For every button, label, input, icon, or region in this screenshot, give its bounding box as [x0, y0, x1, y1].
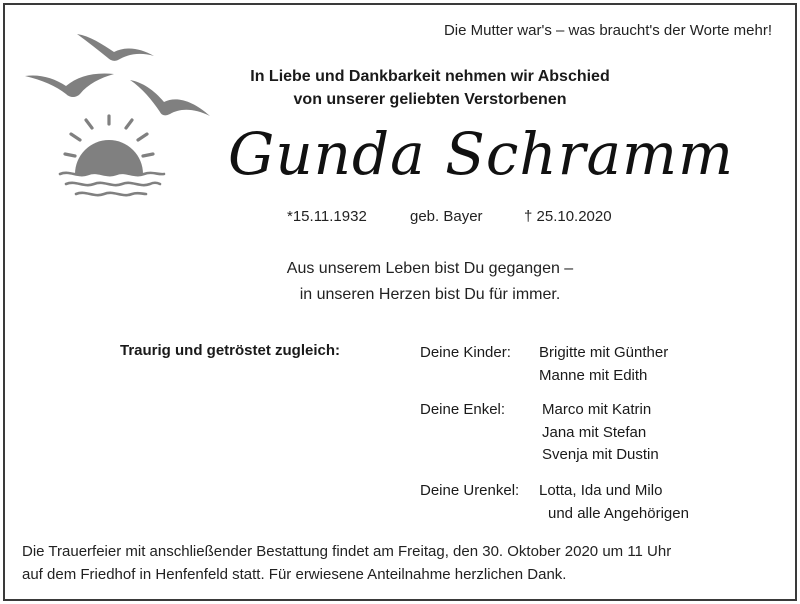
verse-line: Aus unserem Leben bist Du gegangen – — [286, 260, 574, 277]
deceased-name: Gunda Schramm — [228, 120, 735, 188]
relatives-line: und alle Angehörigen — [548, 505, 689, 522]
death-date: † 25.10.2020 — [524, 208, 612, 225]
intro-line: In Liebe und Dankbarkeit nehmen wir Abschied — [250, 68, 610, 85]
children-name: Brigitte mit Günther — [539, 344, 669, 361]
birds-icon — [25, 34, 210, 116]
birds-over-sunset-icon — [22, 24, 222, 204]
children-label: Deine Kinder: — [420, 344, 511, 361]
great-grandchildren-label: Deine Urenkel: — [420, 482, 520, 499]
maiden-name: geb. Bayer — [410, 208, 483, 225]
verse-line: in unseren Herzen bist Du für immer. — [299, 286, 561, 303]
grandchildren-label: Deine Enkel: — [420, 401, 506, 418]
grandchildren-name: Jana mit Stefan — [542, 424, 647, 441]
ceremony-notice: Die Trauerfeier mit anschließender Bestattung findet am Freitag, den 30. Oktober 2020 um 11 Uhr — [22, 543, 672, 560]
motto: Die Mutter war's – was braucht's der Worte mehr! — [443, 22, 772, 39]
grandchildren-name: Marco mit Katrin — [542, 401, 652, 418]
mourners-heading: Traurig und getröstet zugleich: — [120, 342, 341, 359]
grandchildren-name: Svenja mit Dustin — [542, 446, 659, 463]
sun-icon — [75, 140, 143, 174]
birth-date: *15.11.1932 — [287, 208, 367, 225]
ceremony-notice: auf dem Friedhof in Henfenfeld statt. Für erwiesene Anteilnahme herzlichen Dank. — [22, 566, 567, 583]
waves-icon — [60, 173, 164, 195]
great-grandchildren-name: Lotta, Ida und Milo — [539, 482, 663, 499]
children-name: Manne mit Edith — [539, 367, 648, 384]
intro-line: von unserer geliebten Verstorbenen — [293, 91, 567, 108]
